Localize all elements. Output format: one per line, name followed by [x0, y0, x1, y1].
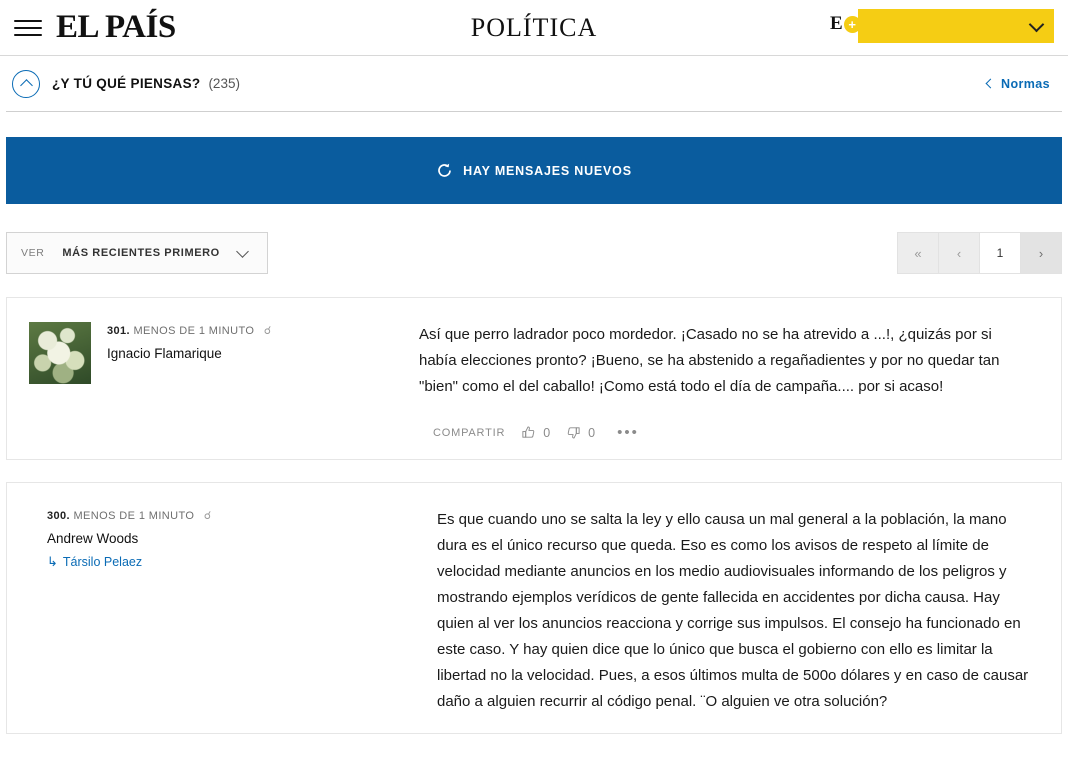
chevron-up-icon	[20, 79, 33, 92]
ep-plus-badge	[830, 13, 861, 35]
comment-number: 300.	[47, 510, 71, 522]
comments-count: (235)	[208, 76, 240, 91]
pagination-prev[interactable]	[938, 232, 980, 274]
pagination-first-label: «	[914, 245, 922, 261]
pagination-prev-label: ‹	[956, 245, 962, 261]
hamburger-icon[interactable]	[14, 17, 44, 39]
thumbs-down-icon	[566, 425, 581, 440]
link-icon[interactable]: ☌	[203, 510, 212, 522]
plus-icon: +	[844, 16, 861, 33]
pagination-current-label: 1	[996, 246, 1004, 260]
sort-prefix-label: VER	[21, 247, 45, 259]
comment-text: Es que cuando uno se salta la ley y ello causa un mal general a la población, la mano dura es el único recurso que queda. Eso es como los avisos de respeto al límite de velocidad mediante anuncios en los medio audiovisuales informando de los peligros y mostrando ejemplos verídicos de gente fallecida en accidentes por dicha causa. Hay quien al ver los anuncios reacciona y corrige sus impulsos. El consejo ha funcionado en este caso. Y hay quien dice que lo único que busca el gobierno con ello es limitar la libertad no la velocidad. Pues, a esos últimos multa de 500o dólares y en caso de causar daño a alguien recurrir al código penal. ¨O alguien ve otra solución?	[437, 511, 1029, 710]
comment-body	[419, 322, 1039, 441]
dislike-button[interactable]	[566, 425, 595, 440]
comment-author[interactable]: Ignacio Flamarique	[107, 346, 222, 361]
share-button[interactable]: COMPARTIR	[433, 426, 506, 439]
chevron-left-icon	[986, 79, 996, 89]
pagination-next-label: ›	[1038, 245, 1044, 261]
avatar	[29, 322, 91, 384]
comment-number: 301.	[107, 325, 131, 337]
comments-title: ¿Y TÚ QUÉ PIENSAS?	[52, 76, 201, 91]
comment-author[interactable]: Andrew Woods	[47, 531, 139, 546]
sort-select[interactable]	[6, 232, 268, 274]
pagination	[898, 232, 1062, 274]
comment-item	[6, 482, 1062, 734]
subscribe-button[interactable]	[830, 9, 1054, 43]
dislike-count: 0	[588, 425, 596, 440]
comment-time: MENOS DE 1 MINUTO	[73, 510, 195, 522]
comment-author-block	[47, 507, 437, 715]
comment-text: Así que perro ladrador poco mordedor. ¡Casado no se ha atrevido a ...!, ¿quizás por si había elecciones pronto? ¡Bueno, se ha abstenido a regañadientes y por no quedar tan "bien" como el del caballo! ¡Como está todo el día de campaña.... por si acaso!	[419, 326, 1000, 395]
comments-controls	[6, 231, 1062, 275]
sort-current-value: MÁS RECIENTES PRIMERO	[62, 247, 220, 259]
comment-actions	[419, 424, 1039, 441]
chevron-down-icon	[236, 245, 249, 258]
new-messages-label: HAY MENSAJES NUEVOS	[463, 163, 632, 178]
more-options-button[interactable]: •••	[617, 424, 639, 441]
comment-meta-line	[107, 324, 272, 337]
comments-header-bar	[6, 56, 1062, 112]
pagination-first[interactable]	[897, 232, 939, 274]
comment-meta-line	[47, 509, 212, 522]
link-icon[interactable]: ☌	[263, 325, 272, 337]
comment-author-block	[29, 322, 419, 441]
normas-link[interactable]	[987, 77, 1050, 91]
reply-to-label: Társilo Pelaez	[62, 555, 143, 569]
like-count: 0	[543, 425, 551, 440]
pagination-next[interactable]	[1020, 232, 1062, 274]
like-button[interactable]	[521, 425, 550, 440]
site-header	[0, 0, 1068, 56]
chevron-down-icon[interactable]	[1029, 17, 1045, 33]
pagination-page-1[interactable]	[979, 232, 1021, 274]
reply-to-link[interactable]	[47, 554, 212, 570]
comment-body	[437, 507, 1039, 715]
comment-time: MENOS DE 1 MINUTO	[133, 325, 255, 337]
normas-label: Normas	[1001, 76, 1050, 91]
refresh-icon	[436, 162, 453, 179]
page-title: POLÍTICA	[470, 12, 598, 42]
reply-arrow-icon: ↳	[47, 554, 58, 569]
new-messages-banner[interactable]	[6, 137, 1062, 204]
thumbs-up-icon	[521, 425, 536, 440]
collapse-comments-button[interactable]	[12, 70, 40, 98]
ep-badge-letter: E	[830, 13, 843, 34]
comment-item	[6, 297, 1062, 460]
site-logo[interactable]: EL PAÍS	[56, 9, 176, 45]
comment-meta	[47, 507, 212, 715]
comment-meta	[107, 322, 272, 441]
